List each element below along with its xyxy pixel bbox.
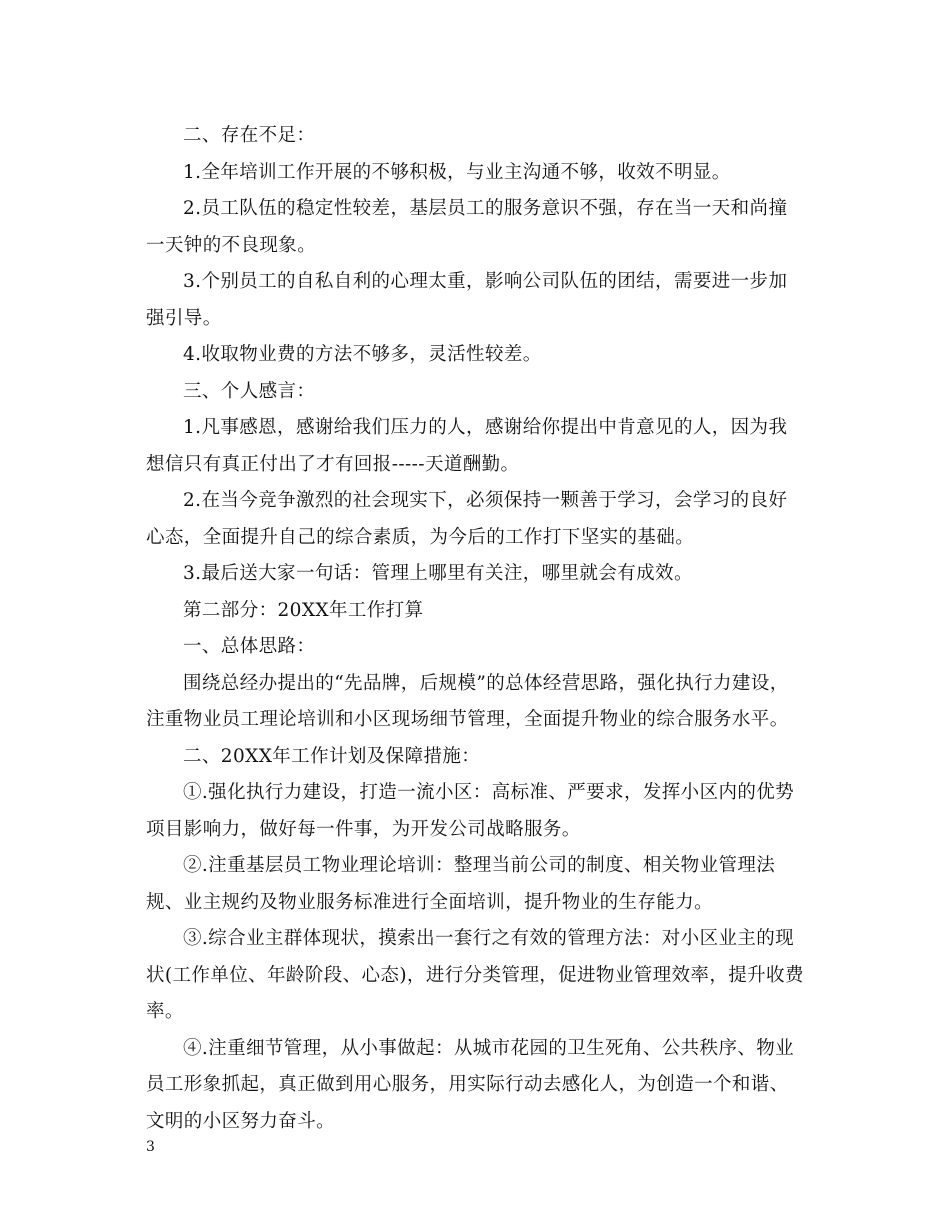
- paragraph: ①.强化执行力建设，打造一流小区：高标准、严要求，发挥小区内的优势项目影响力，做好每一件事，为开发公司战略服务。: [146, 782, 795, 840]
- paragraph: 2.员工队伍的稳定性较差，基层员工的服务意识不强，存在当一天和尚撞一天钟的不良现象。: [146, 198, 788, 256]
- page-number: 3: [146, 1139, 155, 1155]
- paragraph: 1.全年培训工作开展的不够积极，与业主沟通不够，收效不明显。: [183, 161, 731, 183]
- paragraph: ②.注重基层员工物业理论培训：整理当前公司的制度、相关物业管理法规、业主规约及物业服务标准进行全面培训，提升物业的生存能力。: [146, 855, 776, 913]
- paragraph: ④.注重细节管理，从小事做起：从城市花园的卫生死角、公共秩序、物业员工形象抓起，真正做到用心服务，用实际行动去感化人，为创造一个和谐、文明的小区努力奋斗。: [146, 1037, 795, 1132]
- document-body: [146, 118, 804, 1140]
- paragraph: 4.收取物业费的方法不够多，灵活性较差。: [183, 344, 542, 365]
- paragraph: 3.最后送大家一句话：管理上哪里有关注，哪里就会有成效。: [183, 563, 693, 584]
- paragraph: 二、存在不足：: [183, 125, 316, 146]
- paragraph: 第二部分：20XX年工作打算: [183, 599, 424, 621]
- paragraph: 2.在当今竞争激烈的社会现实下，必须保持一颗善于学习，会学习的良好心态，全面提升自己的综合素质，为今后的工作打下坚实的基础。: [146, 490, 788, 548]
- paragraph: 三、个人感言：: [183, 380, 316, 402]
- paragraph: ③.综合业主群体现状，摸索出一套行之有效的管理方法：对小区业主的现状(工作单位、年龄阶段、心态)，进行分类管理，促进物业管理效率，提升收费率。: [146, 928, 804, 1022]
- paragraph: 一、总体思路：: [183, 636, 316, 657]
- paragraph: 二、20XX年工作计划及保障措施：: [183, 745, 481, 767]
- paragraph: 1.凡事感恩，感谢给我们压力的人，感谢给你提出中肯意见的人，因为我想信只有真正付出了才有回报-----天道酬勤。: [146, 417, 788, 475]
- paragraph: 围绕总经办提出的“先品牌，后规模”的总体经营思路，强化执行力建设，注重物业员工理论培训和小区现场细节管理，全面提升物业的综合服务水平。: [146, 672, 789, 730]
- paragraph: 3.个别员工的自私自利的心理太重，影响公司队伍的团结，需要进一步加强引导。: [146, 271, 788, 329]
